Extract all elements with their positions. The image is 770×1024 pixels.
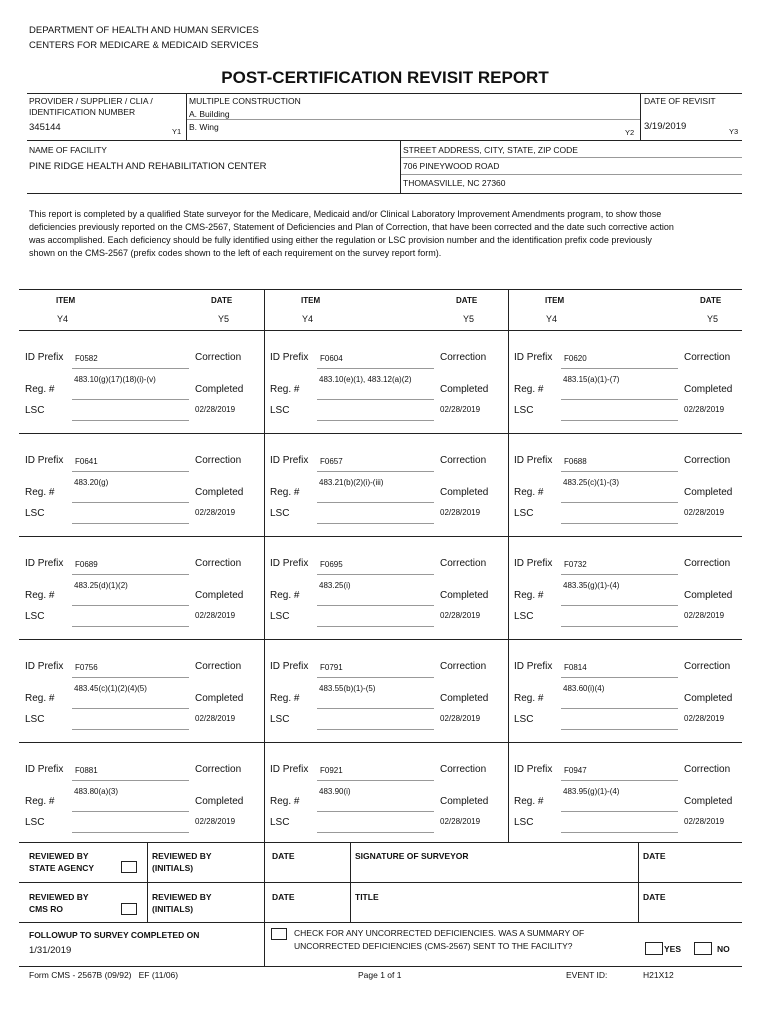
- reg-underline: [561, 502, 678, 503]
- date-code: Y5: [463, 314, 475, 324]
- reg-label: Reg. #: [270, 487, 300, 498]
- lsc-underline: [317, 523, 434, 524]
- item-header: ITEM: [56, 296, 76, 305]
- address-line-1: 706 PINEYWOOD ROAD: [403, 161, 500, 171]
- completed-date: 02/28/2019: [684, 817, 725, 826]
- completed-label: Completed: [684, 590, 733, 601]
- prefix-underline: [561, 471, 678, 472]
- id-prefix-value: F0921: [320, 766, 343, 775]
- correction-label: Correction: [440, 352, 487, 363]
- lsc-label: LSC: [270, 508, 290, 519]
- reg-underline: [317, 811, 434, 812]
- reviewed-cms-label-2: CMS RO: [29, 904, 63, 914]
- item-code: Y4: [546, 314, 558, 324]
- lsc-underline: [317, 832, 434, 833]
- reg-value: 483.15(a)(1)-(7): [563, 375, 620, 384]
- event-id-label: EVENT ID:: [566, 970, 608, 980]
- lsc-underline: [561, 523, 678, 524]
- reg-underline: [317, 708, 434, 709]
- lsc-underline: [72, 729, 189, 730]
- completed-label: Completed: [195, 796, 244, 807]
- reg-label: Reg. #: [514, 384, 544, 395]
- lsc-underline: [317, 729, 434, 730]
- id-prefix-label: ID Prefix: [270, 558, 309, 569]
- item-code: Y4: [57, 314, 69, 324]
- reg-value: 483.10(e)(1), 483.12(a)(2): [319, 375, 412, 384]
- provider-label-1: PROVIDER / SUPPLIER / CLIA /: [29, 96, 153, 106]
- prefix-underline: [72, 471, 189, 472]
- completed-date: 02/28/2019: [684, 714, 725, 723]
- reg-value: 483.25(d)(1)(2): [74, 581, 128, 590]
- id-prefix-value: F0582: [75, 354, 98, 363]
- prefix-underline: [317, 677, 434, 678]
- reg-underline: [561, 605, 678, 606]
- reg-value: 483.10(g)(17)(18)(i)-(v): [74, 375, 156, 384]
- id-prefix-value: F0791: [320, 663, 343, 672]
- lsc-underline: [317, 420, 434, 421]
- reg-label: Reg. #: [514, 796, 544, 807]
- completed-date: 02/28/2019: [440, 611, 481, 620]
- lsc-underline: [72, 420, 189, 421]
- state-agency-checkbox[interactable]: [121, 861, 137, 873]
- reg-label: Reg. #: [25, 590, 55, 601]
- id-prefix-label: ID Prefix: [514, 352, 553, 363]
- reg-value: 483.20(g): [74, 478, 109, 487]
- reg-label: Reg. #: [25, 796, 55, 807]
- prefix-underline: [561, 368, 678, 369]
- reg-underline: [72, 811, 189, 812]
- lsc-label: LSC: [270, 611, 290, 622]
- construction-wing: B. Wing: [189, 122, 219, 132]
- reg-value: 483.25(c)(1)-(3): [563, 478, 620, 487]
- id-prefix-label: ID Prefix: [270, 352, 309, 363]
- cms-ro-checkbox[interactable]: [121, 903, 137, 915]
- reviewed-initials2-label-1: REVIEWED BY: [152, 892, 212, 902]
- id-prefix-value: F0689: [75, 560, 98, 569]
- id-prefix-label: ID Prefix: [25, 661, 64, 672]
- reg-value: 483.55(b)(1)-(5): [319, 684, 376, 693]
- completed-label: Completed: [440, 796, 489, 807]
- reg-underline: [561, 399, 678, 400]
- uncorrected-question-2: UNCORRECTED DEFICIENCIES (CMS-2567) SENT TO THE FACILITY?: [294, 941, 573, 951]
- reviewed-initials-label-1: REVIEWED BY: [152, 851, 212, 861]
- lsc-underline: [72, 832, 189, 833]
- revisit-label: DATE OF REVISIT: [644, 96, 716, 106]
- completed-date: 02/28/2019: [440, 508, 481, 517]
- reg-label: Reg. #: [514, 590, 544, 601]
- completed-label: Completed: [440, 693, 489, 704]
- lsc-label: LSC: [25, 508, 45, 519]
- row-divider: [19, 433, 742, 434]
- form-number: Form CMS - 2567B (09/92) EF (11/06): [29, 970, 179, 980]
- reg-label: Reg. #: [270, 590, 300, 601]
- yes-label: YES: [664, 944, 682, 954]
- correction-label: Correction: [195, 455, 242, 466]
- date-label-3: DATE: [272, 892, 295, 902]
- item-header: ITEM: [545, 296, 565, 305]
- yes-checkbox[interactable]: [645, 942, 663, 955]
- correction-label: Correction: [195, 558, 242, 569]
- prefix-underline: [72, 677, 189, 678]
- completed-label: Completed: [440, 590, 489, 601]
- date-label-4: DATE: [643, 892, 666, 902]
- uncorrected-question-1: CHECK FOR ANY UNCORRECTED DEFICIENCIES. WAS A SUMMARY OF: [294, 928, 585, 938]
- lsc-label: LSC: [514, 508, 534, 519]
- completed-date: 02/28/2019: [440, 714, 481, 723]
- id-prefix-label: ID Prefix: [270, 661, 309, 672]
- id-prefix-value: F0732: [564, 560, 587, 569]
- id-prefix-value: F0620: [564, 354, 587, 363]
- id-prefix-label: ID Prefix: [25, 455, 64, 466]
- construction-building: A. Building: [189, 109, 230, 119]
- correction-label: Correction: [440, 661, 487, 672]
- lsc-label: LSC: [514, 714, 534, 725]
- completed-label: Completed: [195, 693, 244, 704]
- id-prefix-label: ID Prefix: [270, 764, 309, 775]
- id-prefix-value: F0641: [75, 457, 98, 466]
- correction-label: Correction: [440, 558, 487, 569]
- lsc-label: LSC: [270, 714, 290, 725]
- correction-label: Correction: [440, 764, 487, 775]
- reviewed-initials-label-2: (INITIALS): [152, 863, 194, 873]
- id-prefix-label: ID Prefix: [514, 661, 553, 672]
- completed-label: Completed: [684, 487, 733, 498]
- facility-name: PINE RIDGE HEALTH AND REHABILITATION CENTER: [29, 161, 267, 172]
- item-code: Y4: [302, 314, 314, 324]
- no-label: NO: [717, 944, 730, 954]
- reg-underline: [72, 708, 189, 709]
- prefix-underline: [317, 471, 434, 472]
- instructions: This report is completed by a qualified State surveyor for the Medicare, Medicaid and/or Clinical Laboratory Improvement Amendments program, to show those deficiencies previously reported on the CMS-2567, Statement of Deficiencies and Plan of Correction, that have been corrected and the date such corrective action was accomplished. Each deficiency should be fully identified using either the regulation or LSC provision number and the identification prefix code previously shown on the CMS-2567 (prefix codes shown to the left of each requirement on the survey report form).: [29, 209, 674, 258]
- lsc-label: LSC: [514, 611, 534, 622]
- prefix-underline: [317, 368, 434, 369]
- correction-label: Correction: [195, 661, 242, 672]
- lsc-label: LSC: [514, 405, 534, 416]
- correction-label: Correction: [684, 661, 731, 672]
- id-prefix-label: ID Prefix: [270, 455, 309, 466]
- date-header: DATE: [456, 296, 478, 305]
- correction-label: Correction: [440, 455, 487, 466]
- reg-value: 483.45(c)(1)(2)(4)(5): [74, 684, 147, 693]
- reg-underline: [561, 811, 678, 812]
- completed-date: 02/28/2019: [440, 405, 481, 414]
- id-prefix-label: ID Prefix: [514, 558, 553, 569]
- construction-code: Y2: [625, 128, 635, 137]
- reg-underline: [72, 605, 189, 606]
- id-prefix-label: ID Prefix: [514, 455, 553, 466]
- reg-label: Reg. #: [25, 384, 55, 395]
- prefix-underline: [317, 574, 434, 575]
- provider-number: 345144: [29, 122, 61, 133]
- date-code: Y5: [218, 314, 230, 324]
- reg-label: Reg. #: [25, 487, 55, 498]
- completed-date: 02/28/2019: [440, 817, 481, 826]
- correction-label: Correction: [684, 558, 731, 569]
- reg-label: Reg. #: [270, 384, 300, 395]
- lsc-label: LSC: [270, 817, 290, 828]
- facility-label: NAME OF FACILITY: [29, 145, 107, 155]
- lsc-label: LSC: [25, 817, 45, 828]
- completed-label: Completed: [440, 384, 489, 395]
- completed-date: 02/28/2019: [684, 405, 725, 414]
- reg-value: 483.95(g)(1)-(4): [563, 787, 620, 796]
- reviewed-cms-label-1: REVIEWED BY: [29, 892, 89, 902]
- lsc-underline: [561, 626, 678, 627]
- revisit-code: Y3: [729, 127, 739, 136]
- reg-underline: [317, 399, 434, 400]
- address-label: STREET ADDRESS, CITY, STATE, ZIP CODE: [403, 145, 578, 155]
- agency-line-2: CENTERS FOR MEDICARE & MEDICAID SERVICES: [29, 40, 259, 51]
- lsc-underline: [72, 523, 189, 524]
- reviewed-state-label-2: STATE AGENCY: [29, 863, 95, 873]
- completed-date: 02/28/2019: [195, 508, 236, 517]
- reg-value: 483.35(g)(1)-(4): [563, 581, 620, 590]
- reg-value: 483.60(i)(4): [563, 684, 605, 693]
- reg-underline: [72, 502, 189, 503]
- reviewed-state-label-1: REVIEWED BY: [29, 851, 89, 861]
- reg-label: Reg. #: [270, 693, 300, 704]
- reviewed-initials2-label-2: (INITIALS): [152, 904, 194, 914]
- prefix-underline: [72, 780, 189, 781]
- prefix-underline: [72, 574, 189, 575]
- provider-label-2: IDENTIFICATION NUMBER: [29, 107, 136, 117]
- id-prefix-value: F0604: [320, 354, 343, 363]
- completed-date: 02/28/2019: [684, 611, 725, 620]
- completed-label: Completed: [195, 590, 244, 601]
- id-prefix-value: F0688: [564, 457, 587, 466]
- correction-label: Correction: [195, 764, 242, 775]
- followup-date: 1/31/2019: [29, 945, 72, 956]
- form-title: POST-CERTIFICATION REVISIT REPORT: [221, 68, 549, 87]
- correction-label: Correction: [195, 352, 242, 363]
- lsc-underline: [317, 626, 434, 627]
- reg-value: 483.21(b)(2)(i)-(iii): [319, 478, 384, 487]
- row-divider: [19, 536, 742, 537]
- correction-label: Correction: [684, 455, 731, 466]
- reg-value: 483.90(i): [319, 787, 351, 796]
- lsc-label: LSC: [514, 817, 534, 828]
- reg-label: Reg. #: [514, 693, 544, 704]
- date-code: Y5: [707, 314, 719, 324]
- row-divider: [19, 639, 742, 640]
- date-header: DATE: [700, 296, 722, 305]
- reg-underline: [72, 399, 189, 400]
- completed-label: Completed: [195, 487, 244, 498]
- no-checkbox[interactable]: [694, 942, 712, 955]
- lsc-label: LSC: [25, 611, 45, 622]
- completed-date: 02/28/2019: [684, 508, 725, 517]
- completed-date: 02/28/2019: [195, 817, 236, 826]
- id-prefix-label: ID Prefix: [25, 352, 64, 363]
- provider-code: Y1: [172, 127, 182, 136]
- id-prefix-label: ID Prefix: [25, 558, 64, 569]
- reg-label: Reg. #: [270, 796, 300, 807]
- id-prefix-label: ID Prefix: [25, 764, 64, 775]
- lsc-underline: [561, 832, 678, 833]
- column-divider: [508, 289, 509, 842]
- date-label-1: DATE: [272, 851, 295, 861]
- correction-label: Correction: [684, 352, 731, 363]
- reg-value: 483.25(i): [319, 581, 351, 590]
- lsc-label: LSC: [25, 405, 45, 416]
- row-divider: [19, 742, 742, 743]
- construction-label: MULTIPLE CONSTRUCTION: [189, 96, 301, 106]
- id-prefix-value: F0947: [564, 766, 587, 775]
- prefix-underline: [561, 574, 678, 575]
- lsc-underline: [561, 729, 678, 730]
- prefix-underline: [317, 780, 434, 781]
- completed-label: Completed: [684, 384, 733, 395]
- page-indicator: Page 1 of 1: [358, 970, 402, 980]
- completed-label: Completed: [684, 693, 733, 704]
- reg-underline: [317, 502, 434, 503]
- reg-underline: [561, 708, 678, 709]
- lsc-underline: [72, 626, 189, 627]
- completed-label: Completed: [684, 796, 733, 807]
- lsc-label: LSC: [25, 714, 45, 725]
- title-label: TITLE: [355, 892, 379, 902]
- id-prefix-label: ID Prefix: [514, 764, 553, 775]
- lsc-label: LSC: [270, 405, 290, 416]
- id-prefix-value: F0814: [564, 663, 587, 672]
- reg-underline: [317, 605, 434, 606]
- completed-date: 02/28/2019: [195, 714, 236, 723]
- reg-label: Reg. #: [25, 693, 55, 704]
- completed-date: 02/28/2019: [195, 611, 236, 620]
- id-prefix-value: F0695: [320, 560, 343, 569]
- followup-label: FOLLOWUP TO SURVEY COMPLETED ON: [29, 930, 200, 940]
- uncorrected-checkbox[interactable]: [271, 928, 287, 940]
- prefix-underline: [561, 780, 678, 781]
- completed-label: Completed: [195, 384, 244, 395]
- agency-line-1: DEPARTMENT OF HEALTH AND HUMAN SERVICES: [29, 25, 259, 36]
- revisit-date: 3/19/2019: [644, 121, 687, 132]
- id-prefix-value: F0657: [320, 457, 343, 466]
- completed-label: Completed: [440, 487, 489, 498]
- item-header: ITEM: [301, 296, 321, 305]
- lsc-underline: [561, 420, 678, 421]
- column-divider: [264, 289, 265, 842]
- prefix-underline: [561, 677, 678, 678]
- reg-value: 483.80(a)(3): [74, 787, 119, 796]
- id-prefix-value: F0756: [75, 663, 98, 672]
- id-prefix-value: F0881: [75, 766, 98, 775]
- reg-label: Reg. #: [514, 487, 544, 498]
- date-label-2: DATE: [643, 851, 666, 861]
- event-id-value: H21X12: [643, 970, 674, 980]
- date-header: DATE: [211, 296, 233, 305]
- correction-label: Correction: [684, 764, 731, 775]
- address-line-2: THOMASVILLE, NC 27360: [403, 178, 506, 188]
- signature-label: SIGNATURE OF SURVEYOR: [355, 851, 469, 861]
- prefix-underline: [72, 368, 189, 369]
- completed-date: 02/28/2019: [195, 405, 236, 414]
